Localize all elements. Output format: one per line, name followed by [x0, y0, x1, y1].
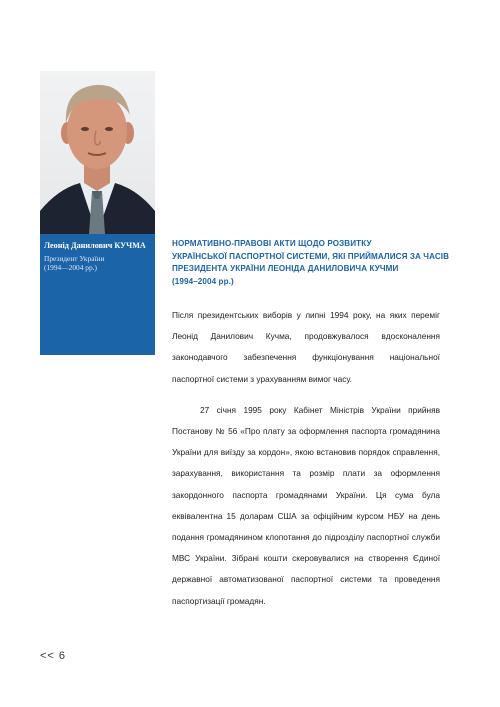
paragraph-2: 27 січня 1995 року Кабінет Міністрів України прийняв Постанову № 56 «Про плату за оформлення паспорта громадянина України для виїзду за кордон», якою встановив порядок справлення, зарахування, використання та розмір плати за оформлення закордонного паспорта громадянами України. Ця сума була еквівалентна 15 доларам США за офіційним курсом НБУ на день подання громадянином клопотання до підрозділу паспортної служби МВС України. Зібрані кошти скеровувалися на створення Єдиної державної автоматизованої паспортної системи та проведення паспортизації громадян.	[172, 404, 440, 606]
section-heading	[172, 238, 472, 288]
heading-line-2: УКРАЇНСЬКОЇ ПАСПОРТНОЇ СИСТЕМИ, ЯКІ ПРИЙМАЛИСЯ ЗА ЧАСІВ	[172, 251, 450, 261]
heading-line-1: НОРМАТИВНО-ПРАВОВІ АКТИ ЩОДО РОЗВИТКУ	[172, 239, 372, 248]
heading-line-3: ПРЕЗИДЕНТА УКРАЇНИ ЛЕОНІДА ДАНИЛОВИЧА КУЧМИ	[172, 264, 399, 274]
portrait-illustration	[40, 71, 155, 234]
caption-role-years: (1994—2004 рр.)	[44, 263, 97, 272]
portrait-card	[40, 71, 155, 284]
heading-line-4: (1994–2004 рр.)	[172, 276, 234, 286]
portrait-photo	[40, 71, 155, 234]
page-number: << 6	[40, 650, 67, 662]
body-text	[172, 305, 440, 612]
caption-name: Леонід Данилович КУЧМА	[44, 241, 146, 250]
caption-role-title: Президент України	[44, 254, 105, 263]
paragraph-1: Після президентських виборів у липні 1994 року, на яких переміг Леонід Данилович Кучма, продовжувалося вдосконалення законодавчого забезпечення функціонування національної паспортної системи з урахуванням вимог часу.	[172, 310, 440, 384]
portrait-caption	[40, 234, 155, 355]
caption-role	[44, 254, 151, 272]
